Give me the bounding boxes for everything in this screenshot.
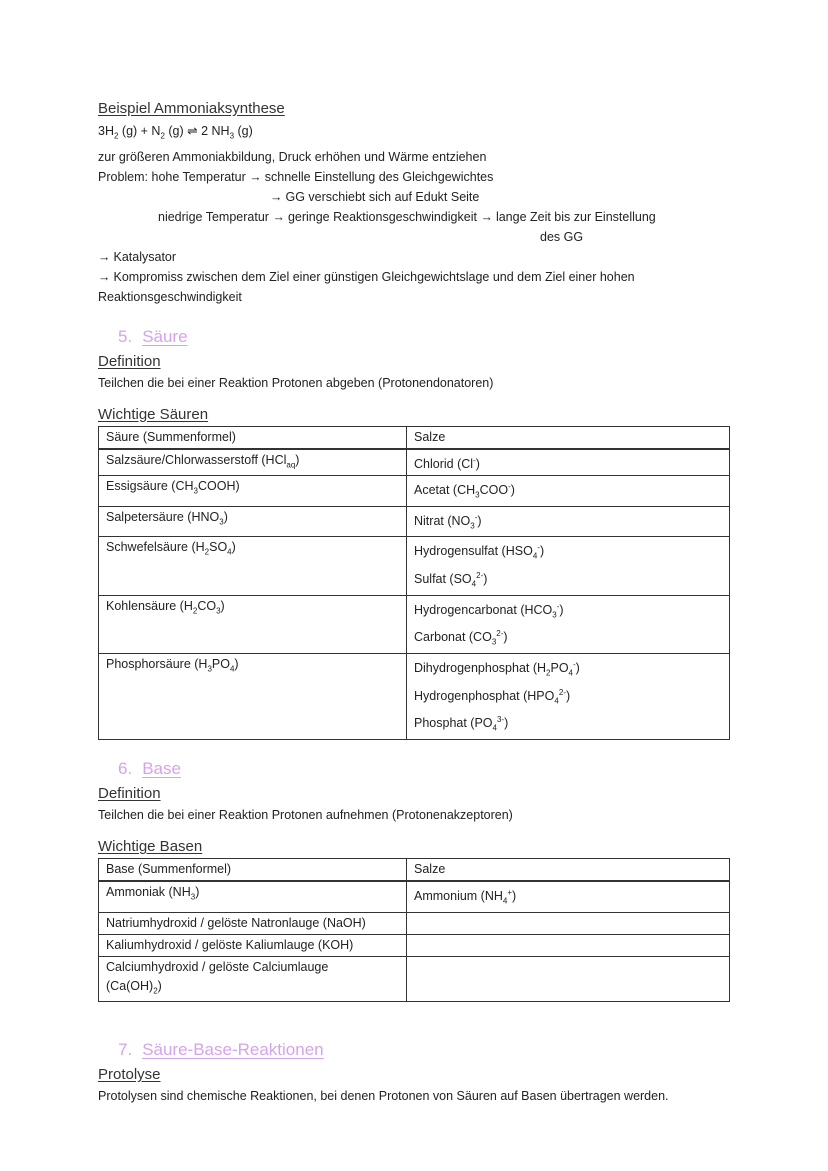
document-page xyxy=(98,98,730,1106)
table-row xyxy=(99,537,730,595)
acid-cell: Salzsäure/Chlorwasserstoff (HCl$_{aq}$) xyxy=(99,449,407,476)
problem-line: Problem: hohe Temperatur → schnelle Einstellung des Gleichgewichtes xyxy=(98,169,494,184)
gg-line: → GG verschiebt sich auf Edukt Seite xyxy=(270,189,480,204)
arrow-icon: → xyxy=(98,269,111,284)
subheading-ammonia: Beispiel Ammoniaksynthese xyxy=(98,100,285,117)
salt-cell: Dihydrogenphosphat $(H_2PO_4^-)$ Hydrogenphosphat $(HPO_4^{2-})$ Phosphat $(PO_4^{3-})$ xyxy=(407,653,730,739)
table-row xyxy=(99,881,730,912)
subheading-acids: Wichtige Säuren xyxy=(98,405,209,423)
header-cell: Salze xyxy=(407,858,730,881)
salt-cell: Hydrogensulfat $(HSO_4^-)$ Sulfat $(SO_4^{2-})$ xyxy=(407,537,730,595)
definition-text: Teilchen die bei einer Reaktion Protonen abgeben (Protonendonatoren) xyxy=(98,375,494,390)
salt-cell: Hydrogencarbonat $(HCO_3^-)$ Carbonat $(CO_3^{2-})$ xyxy=(407,595,730,653)
equation: $3H_2$ $(g) + N_2$ (g) ⇌ 2 $NH_3$ (g) xyxy=(98,124,253,141)
section-heading-5: 5. Säure xyxy=(118,326,188,346)
acids-table xyxy=(98,426,730,740)
acid-cell: Schwefelsäure $(H_2SO_4)$ xyxy=(99,537,407,595)
salt-cell: Acetat $(CH_3COO^-)$ xyxy=(407,476,730,507)
des-gg-line: des GG xyxy=(540,229,584,244)
subheading-definition: Definition xyxy=(98,352,161,370)
acid-cell: Essigsäure $(CH_3COOH)$ xyxy=(99,476,407,507)
salt-cell: Chlorid (Cl-) xyxy=(407,449,730,476)
compromise-line: → Kompromiss zwischen dem Ziel einer günstigen Gleichgewichtslage und dem Ziel einer hohen Reaktionsgeschwindigkeit xyxy=(98,269,635,304)
catalyst-line: → Katalysator xyxy=(98,249,177,264)
acid-cell: Phosphorsäure $(H_3PO_4)$ xyxy=(99,653,407,739)
table-row xyxy=(99,595,730,653)
salt-cell: Ammonium $(NH_4^+)$ xyxy=(407,881,730,912)
arrow-icon: → xyxy=(272,209,285,224)
subheading-protolyse: Protolyse xyxy=(98,1066,161,1084)
table-row xyxy=(99,956,730,1002)
header-cell: Salze xyxy=(407,426,730,449)
salt-cell xyxy=(407,956,730,1002)
acid-cell: Kohlensäure $(H_2CO_3)$ xyxy=(99,595,407,653)
acid-cell: Salpetersäure $(HNO_3)$ xyxy=(99,506,407,537)
salt-cell: Nitrat $(NO_3^-)$ xyxy=(407,506,730,537)
header-cell: Base (Summenformel) xyxy=(99,858,407,881)
protolyse-text: Protolysen sind chemische Reaktionen, bei denen Protonen von Säuren auf Basen übertragen werden. xyxy=(98,1089,669,1104)
table-row xyxy=(99,653,730,739)
section-heading-6: 6. Base xyxy=(118,758,181,778)
table-header-row xyxy=(99,426,730,449)
base-cell: Calciumhydroxid / gelöste Calciumlauge $(Ca(OH)_2)$ xyxy=(99,956,407,1002)
table-row xyxy=(99,934,730,956)
subheading-bases: Wichtige Basen xyxy=(98,837,203,855)
arrow-icon: → xyxy=(480,209,493,224)
arrow-icon: → xyxy=(249,169,262,184)
table-header-row xyxy=(99,858,730,881)
arrow-icon: → xyxy=(98,249,111,264)
header-cell: Säure (Summenformel) xyxy=(99,426,407,449)
table-row xyxy=(99,912,730,934)
definition-text: Teilchen die bei einer Reaktion Protonen aufnehmen (Protonenakzeptoren) xyxy=(98,807,513,822)
salt-cell xyxy=(407,912,730,934)
table-row xyxy=(99,476,730,507)
bases-table xyxy=(98,858,730,1002)
base-cell: Ammoniak $(NH_3)$ xyxy=(99,881,407,912)
text-line: zur größeren Ammoniakbildung, Druck erhöhen und Wärme entziehen xyxy=(98,149,487,164)
table-row xyxy=(99,449,730,476)
subheading-definition: Definition xyxy=(98,784,161,802)
arrow-icon: → xyxy=(270,189,283,204)
table-row xyxy=(99,506,730,537)
low-temp-line: niedrige Temperatur → geringe Reaktionsgeschwindigkeit → lange Zeit bis zur Einstellung xyxy=(158,209,656,224)
base-cell: Kaliumhydroxid / gelöste Kaliumlauge (KOH) xyxy=(99,934,407,956)
salt-cell xyxy=(407,934,730,956)
base-cell: Natriumhydroxid / gelöste Natronlauge (NaOH) xyxy=(99,912,407,934)
section-heading-7: 7. Säure-Base-Reaktionen xyxy=(118,1040,324,1060)
